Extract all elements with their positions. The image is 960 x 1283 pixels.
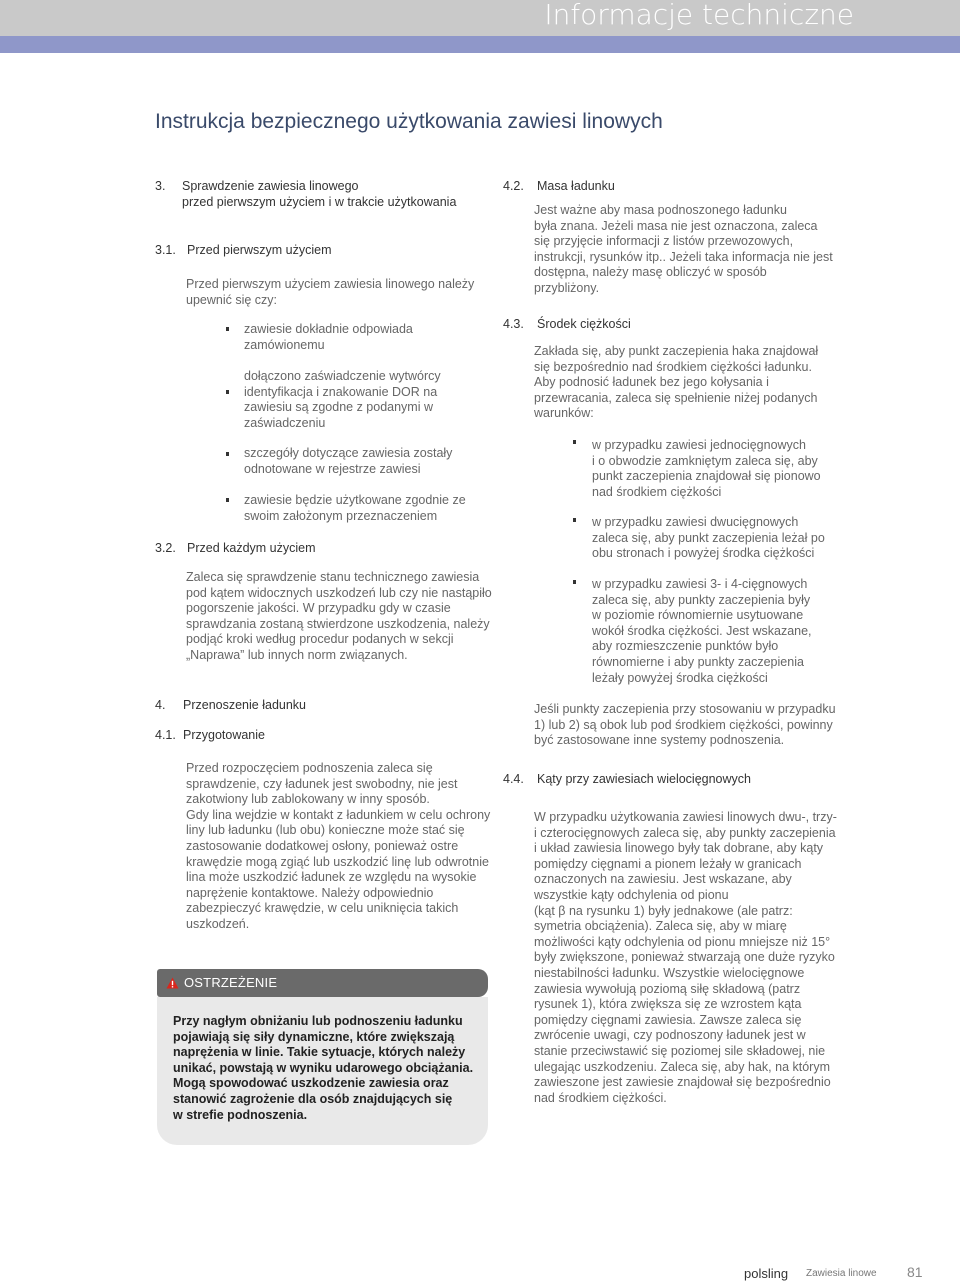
section-3-title-line2: przed pierwszym użyciem i w trakcie użytkowania [182,194,457,209]
section-42-number: 4.2. [503,179,524,193]
section-31-number: 3.1. [155,243,176,257]
checklist-item: dołączono zaświadczenie wytwórcy identyfikacja i znakowanie DOR na zawiesiu są zgodne z podanymi w zaświadczeniu [244,369,441,430]
bullet-marker [573,580,576,584]
condition-item: w przypadku zawiesi 3- i 4-cięgnowych zaleca się, aby punkty zaczepienia były w poziomie równomiernie usytuowane wokół środka ciężkości. Jest wskazane, aby rozmieszczenie punktów było równomierne i aby punkty zaczepienia leżały powyżej środka ciężkości [592,577,812,685]
bullet-marker [573,518,576,522]
page-number: 81 [907,1264,923,1280]
header-accent-stripe [0,36,960,53]
section-32-text: Zaleca się sprawdzenie stanu technicznego zawiesia pod kątem widocznych uszkodzeń lub czy nie nastąpiło pogorszenie jakości. W przypadku gdy w czasie sprawdzania zostaną stwierdzone uszkodzenia, należy podjąć kroki według procedur podanych w sekcji „Naprawa” lub innych norm związanych. [186,570,492,662]
checklist-item: szczegóły dotyczące zawiesia zostały odnotowane w rejestrze zawiesi [244,446,453,476]
warning-triangle-icon [166,977,179,989]
section-3-number: 3. [155,179,166,193]
condition-item: w przypadku zawiesi dwucięgnowych zaleca się, aby punkt zaczepienia leżał po obu stronach i powyżej środka ciężkości [592,515,825,561]
section-4-number: 4. [155,698,166,712]
footer-brand: polsling [744,1266,789,1281]
section-41-title: Przygotowanie [183,728,265,742]
section-43-after-text: Jeśli punkty zaczepienia przy stosowaniu w przypadku 1) lub 2) są obok lub pod środkiem ciężkości, powinny być zastosowane inne systemy podnoszenia. [534,702,836,748]
section-41-text: Przed rozpoczęciem podnoszenia zaleca się sprawdzenie, czy ładunek jest swobodny, nie jest zakotwiony lub zablokowany w inny sposób. Gdy lina wejdzie w kontakt z ładunkiem w celu ochrony liny lub ładunku (lub obu) konieczne może stać się zastosowanie dodatkowej osłony, ponieważ ostre krawędzie mogą zgiąć lub uszkodzić linę lub odwrotnie lina może uszkodzić ładunek ze względu na wysokie naprężenie kontaktowe. Należy odpowiednio zabezpieczyć krawędzie, w celu uniknięcia takich uszkodzeń. [186,761,491,931]
warning-header [157,969,488,997]
section-3-heading [155,179,165,195]
condition-item: w przypadku zawiesi jednocięgnowych i o obwodzie zamkniętym zaleca się, aby punkt zaczepienia znajdował się pionowo nad środkiem ciężkości [592,438,821,499]
header-title: Informacje techniczne [544,0,854,31]
section-3-title [182,179,492,210]
section-44-title: Kąty przy zawiesiach wielocięgnowych [537,772,751,786]
bullet-marker [226,498,229,502]
bullet-marker [226,327,229,331]
section-31-title: Przed pierwszym użyciem [187,243,332,257]
section-3-title-line1: Sprawdzenie zawiesia linowego [182,179,359,193]
section-4-title: Przenoszenie ładunku [183,698,306,712]
section-44-number: 4.4. [503,772,524,786]
section-32-title: Przed każdym użyciem [187,541,316,555]
warning-label: OSTRZEŻENIE [184,975,278,990]
section-42-text: Jest ważne aby masa podnoszonego ładunku była znana. Jeżeli masa nie jest oznaczona, zaleca się przyjęcie informacji z listów przewozowych, instrukcji, rysunków itp.. Jeżeli taka informacja nie jest dostępna, należy masę obliczyć w sposób przybliżony. [534,203,833,295]
section-42-title: Masa ładunku [537,179,615,193]
warning-box [157,997,488,1145]
checklist-item: zawiesie będzie użytkowane zgodnie ze swoim założonym przeznaczeniem [244,493,466,523]
checklist-item: zawiesie dokładnie odpowiada zamówionemu [244,322,413,352]
warning-text: Przy nagłym obniżaniu lub podnoszeniu ładunku pojawiają się siły dynamiczne, które zwiększają naprężenia w linie. Takie sytuacje, których należy unikać, powstają w wyniku udarowego obciążania. Mogą spowodować uszkodzenie zawiesia oraz stanowić zagrożenie dla osób znajdujących się w strefie podnoszenia. [173,1014,474,1122]
section-32-number: 3.2. [155,541,176,555]
bullet-marker [226,390,229,394]
footer-subtitle: Zawiesia linowe [806,1268,877,1279]
section-43-text: Zakłada się, aby punkt zaczepienia haka znajdował się bezpośrednio nad środkiem ciężkości ładunku. Aby podnosić ładunek bez jego kołysania i przewracania, zaleca się spełnienie niżej podanych warunków: [534,344,819,421]
bullet-marker [226,452,229,456]
section-44-text: W przypadku użytkowania zawiesi linowych dwu-, trzy- i czterocięgnowych zaleca się, aby punkty zaczepienia i układ zawiesia linowego były tak dobrane, aby kąty pomiędzy cięgnami a pionem leżały w granicach oznaczonych na zawiesiu. Jest wskazane, aby wszystkie kąty odchylenia od pionu (kąt β na rysunku 1) były jednakowe (ale patrz: symetria obciążenia). Zaleca się, aby w miarę możliwości kąty odchylenia od pionu mniejsze niż 15° były zwiększone, ponieważ stwarzają one duże ryzyko niestabilności ładunku. Wszystkie wielocięgnowe zawiesia wywołują poziomą siłę składową (patrz rysunek 1), która zwiększa się ze wzrostem kąta pomiędzy cięgnami zawiesia. Zawsze zaleca się zwrócenie uwagi, czy podnoszony ładunek jest w stanie przeciwstawić się poziomej sile składowej, nie ulegając uszkodzeniu. Zaleca się, aby hak, na którym zawieszone jest zawiesie znajdował się bezpośrednio nad środkiem ciężkości. [534,810,837,1105]
section-43-number: 4.3. [503,317,524,331]
header-bar [0,0,960,36]
section-41-number: 4.1. [155,728,176,742]
bullet-marker [573,440,576,444]
section-43-title: Środek ciężkości [537,317,631,331]
page-title: Instrukcja bezpiecznego użytkowania zawiesi linowych [155,110,663,133]
section-31-intro: Przed pierwszym użyciem zawiesia linowego należy upewnić się czy: [186,277,475,307]
